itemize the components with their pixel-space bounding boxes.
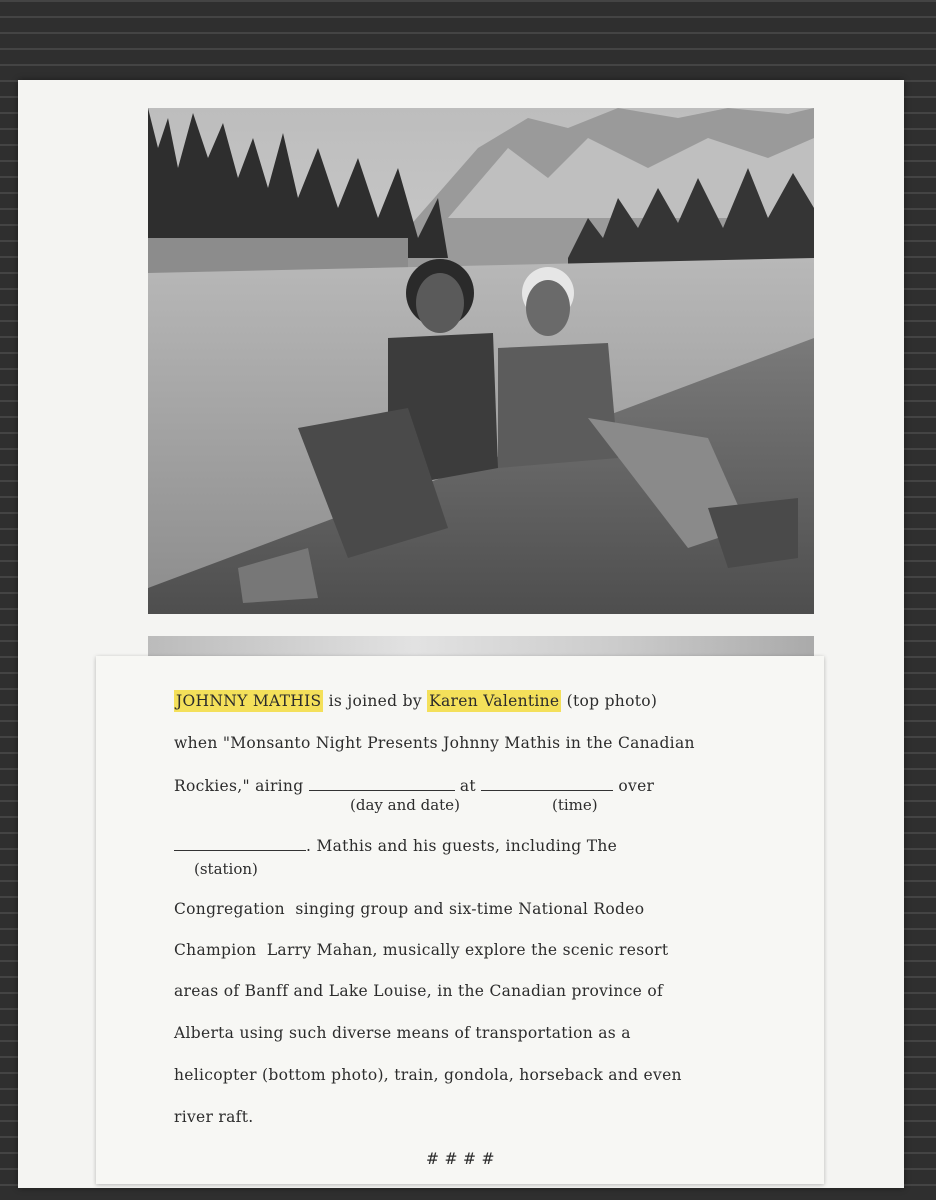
station-blank [174,836,306,851]
caption-line-2: when "Monsanto Night Presents Johnny Mathis in the Canadian [174,734,695,752]
caption-line-3 [174,776,654,795]
caption-line-3-pre: Rockies," airing [174,777,309,795]
caption-line-10: river raft. [174,1108,254,1126]
time-label: (time) [552,796,598,814]
caption-line-7: areas of Banff and Lake Louise, in the Canadian province of [174,982,664,1000]
caption-line-1-text-a: is joined by [323,692,428,710]
caption-line-1 [174,692,657,710]
caption-line-5: Congregation singing group and six-time National Rodeo [174,900,645,918]
caption-line-8: Alberta using such diverse means of transportation as a [174,1024,631,1042]
day-and-date-label: (day and date) [350,796,460,814]
time-blank [481,776,613,791]
highlight-johnny-mathis: JOHNNY MATHIS [176,692,322,710]
caption-line-4 [174,836,617,855]
caption-line-6: Champion Larry Mahan, musically explore the scenic resort [174,941,669,959]
caption-line-4-text: . Mathis and his guests, including The [306,837,618,855]
caption-line-9: helicopter (bottom photo), train, gondola, horseback and even [174,1066,682,1084]
top-photo-illustration [148,108,814,614]
day-and-date-blank [309,776,455,791]
caption-line-3-mid: at [454,777,482,795]
station-label: (station) [194,860,258,878]
top-photo [148,108,814,614]
highlight-karen-valentine: Karen Valentine [429,692,560,710]
caption-line-3-post: over [613,777,655,795]
caption-slip [96,656,824,1184]
end-mark: # # # # [426,1150,495,1168]
caption-line-1-text-b: (top photo) [561,692,658,710]
